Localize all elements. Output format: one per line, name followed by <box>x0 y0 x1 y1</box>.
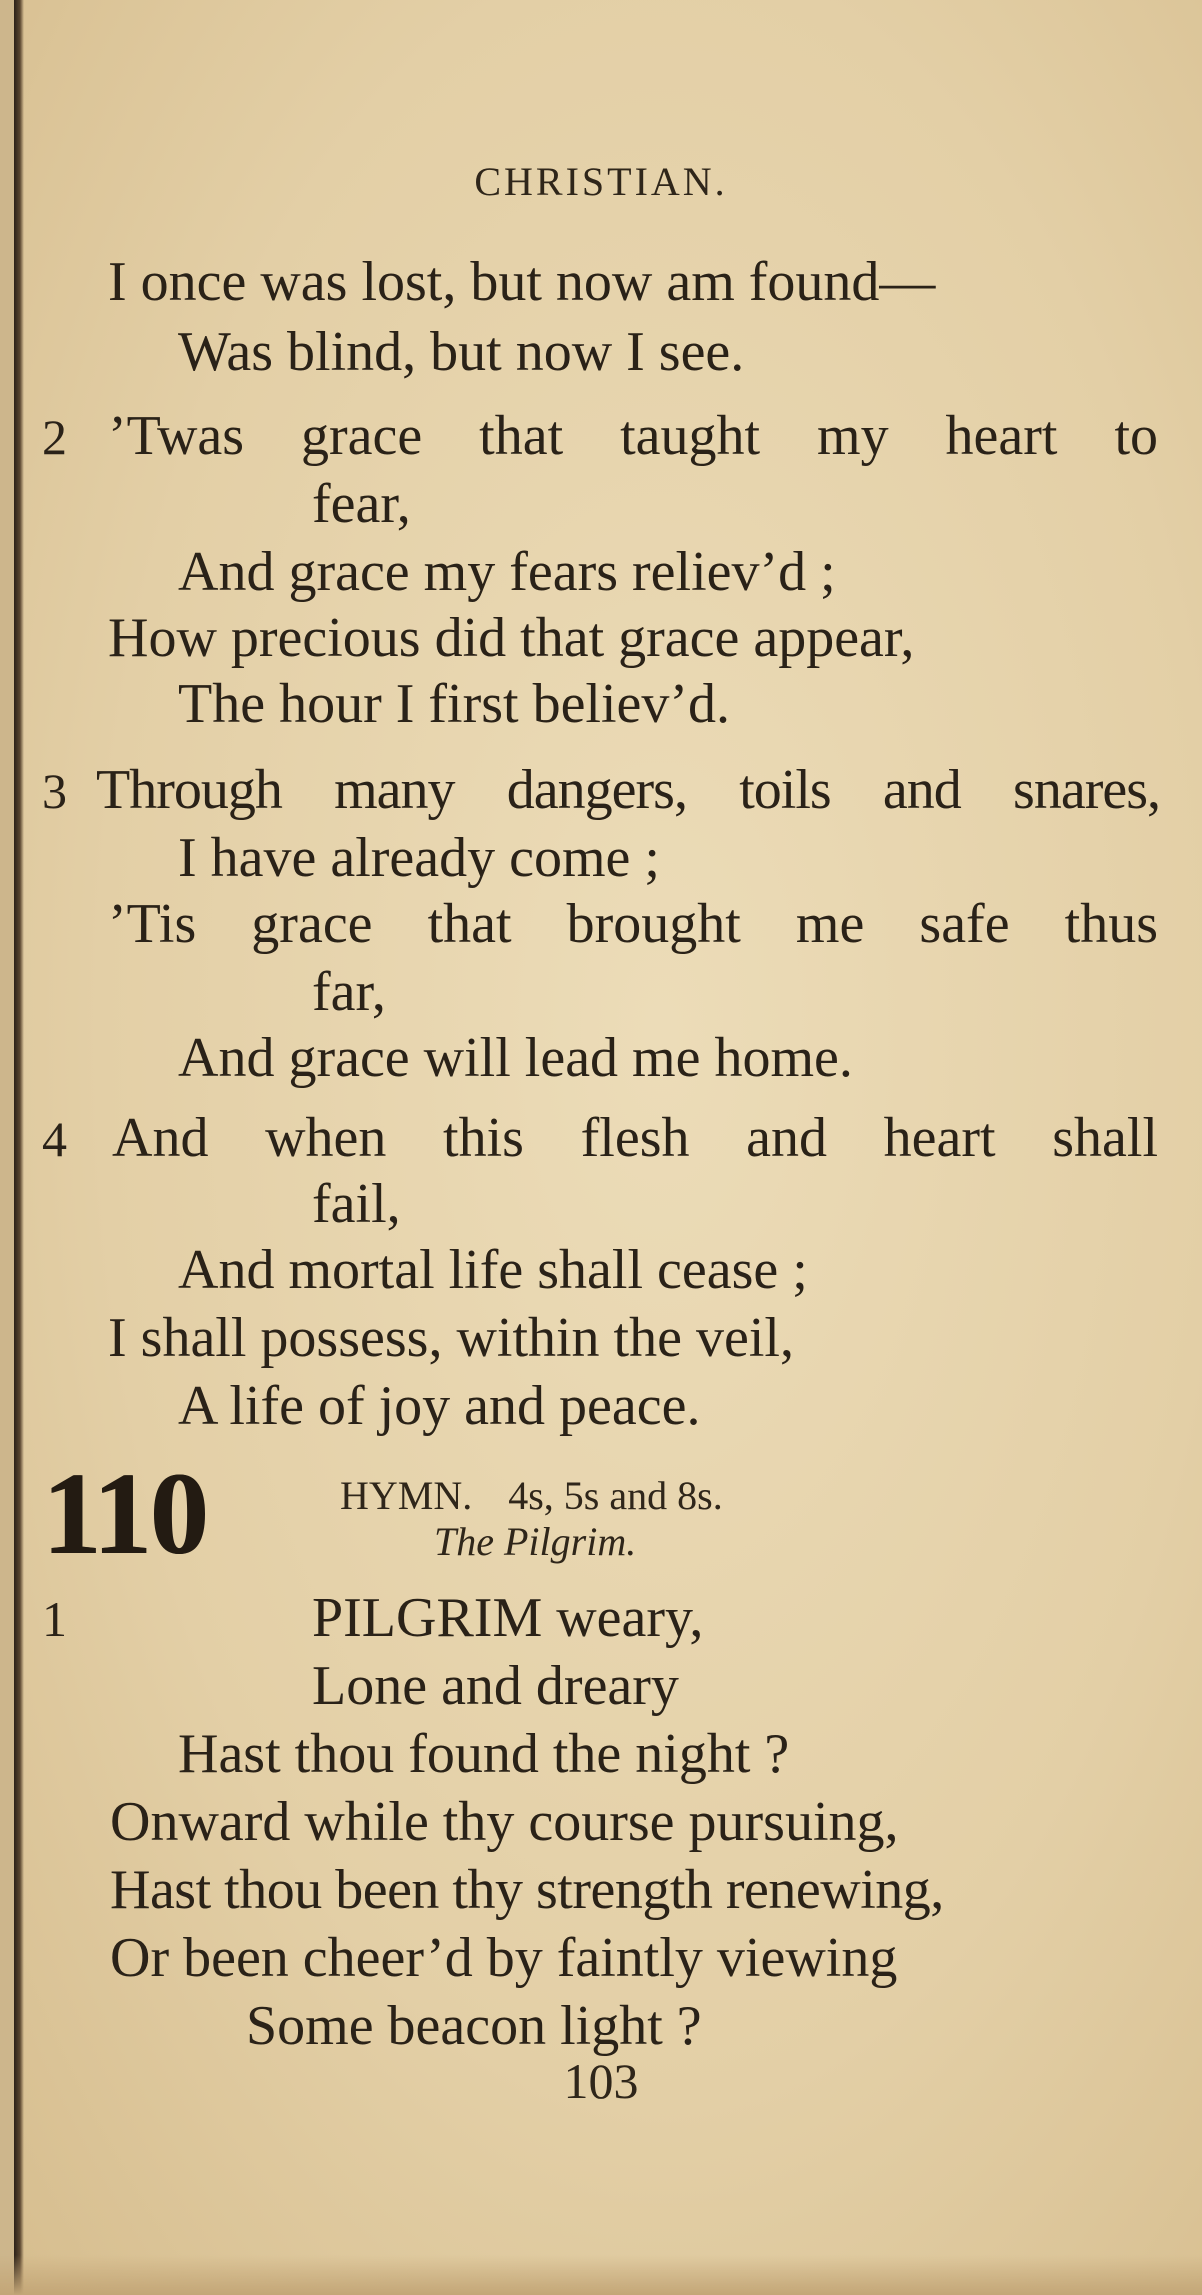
hymn-line: Or been cheer’d by faintly viewing <box>110 1927 898 1989</box>
hymn-line: Onward while thy course pursuing, <box>110 1791 899 1853</box>
running-head: CHRISTIAN. <box>474 159 728 204</box>
hymn-line: And mortal life shall cease ; <box>178 1239 808 1301</box>
hymn-line: PILGRIM weary, <box>312 1587 704 1649</box>
hymn-line: Was blind, but now I see. <box>178 321 745 383</box>
hymn-line: And when this flesh and heart shall <box>112 1107 1158 1169</box>
book-spine-shadow <box>14 0 24 2295</box>
stanza-number: 3 <box>42 763 67 819</box>
hymn-line: How precious did that grace appear, <box>108 607 915 669</box>
hymn-line: I have already come ; <box>178 827 660 889</box>
hymn-line-continuation: fear, <box>312 473 411 535</box>
hymn-line: I shall possess, within the veil, <box>108 1307 794 1369</box>
hymn-line: The hour I first believ’d. <box>178 673 731 735</box>
hymn-line: Through many dangers, toils and snares, <box>96 759 1160 821</box>
hymn-line-continuation: fail, <box>312 1173 401 1235</box>
hymn-line: A life of joy and peace. <box>178 1375 701 1437</box>
hymn-line: I once was lost, but now am found— <box>108 251 936 313</box>
hymn-line: And grace will lead me home. <box>178 1027 853 1089</box>
hymn-line: Hast thou been thy strength renewing, <box>110 1859 944 1921</box>
hymn-number: 110 <box>42 1448 207 1579</box>
stanza-number: 4 <box>42 1111 67 1167</box>
hymn-line-continuation: far, <box>312 961 386 1023</box>
page-bottom-edge <box>0 2255 1202 2295</box>
page-gutter <box>0 0 14 2295</box>
hymn-subtitle: The Pilgrim. <box>434 1519 637 1564</box>
hymn-line: Hast thou found the night ? <box>178 1723 790 1785</box>
stanza-number: 2 <box>42 409 67 465</box>
hymn-label: HYMN. <box>340 1473 473 1518</box>
hymn-heading <box>340 1472 723 1519</box>
hymn-line: ’Tis grace that brought me safe thus <box>108 893 1158 955</box>
stanza-number: 1 <box>42 1591 67 1647</box>
hymn-line: Some beacon light ? <box>246 1995 702 2057</box>
hymn-line: ’Twas grace that taught my heart to <box>108 405 1158 467</box>
page-number: 103 <box>563 2053 639 2109</box>
hymn-line: And grace my fears reliev’d ; <box>178 541 836 603</box>
hymn-meter: 4s, 5s and 8s. <box>508 1473 723 1518</box>
hymn-line: Lone and dreary <box>312 1655 679 1717</box>
